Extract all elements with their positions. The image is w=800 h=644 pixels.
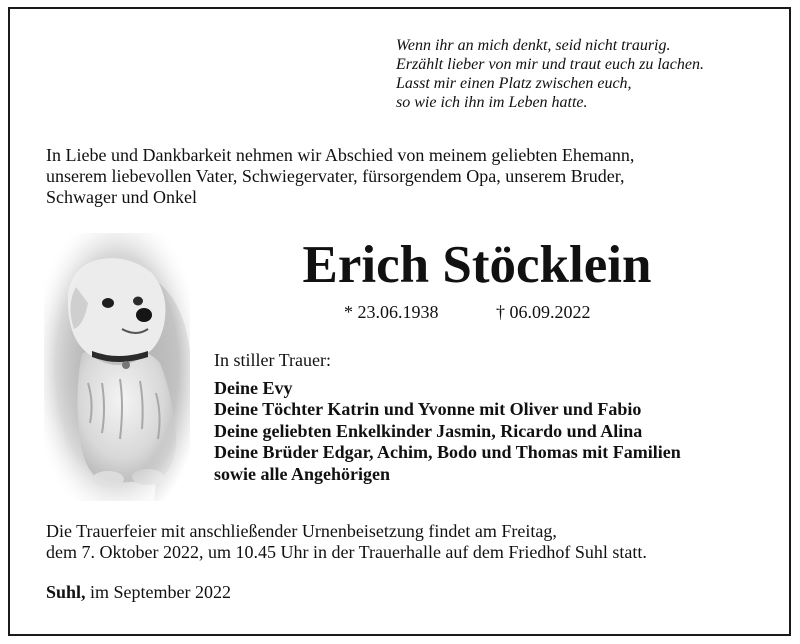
service-line: Die Trauerfeier mit anschließender Urnenbeisetzung findet am Freitag, [46, 521, 557, 541]
poem-line: Wenn ihr an mich denkt, seid nicht traurig. [396, 37, 671, 54]
birth-date: * 23.06.1938 [344, 302, 439, 322]
intro-line: unserem liebevollen Vater, Schwiegervater, fürsorgendem Opa, unserem Bruder, [46, 166, 625, 186]
mourner-line: Deine Brüder Edgar, Achim, Bodo und Thomas mit Familien [214, 442, 681, 463]
poem-line: so wie ich ihn im Leben hatte. [396, 94, 588, 111]
service-info [46, 521, 647, 563]
mourner-line: Deine Töchter Katrin und Yvonne mit Oliver und Fabio [214, 399, 642, 420]
poem [396, 36, 704, 112]
dog-photo-image [44, 233, 190, 501]
poem-line: Erzählt lieber von mir und traut euch zu lachen. [396, 56, 704, 73]
intro-line: Schwager und Onkel [46, 187, 197, 207]
dog-photo [44, 233, 190, 501]
mourners-list [214, 378, 681, 485]
death-date: † 06.09.2022 [496, 302, 591, 322]
intro-text [46, 145, 766, 208]
poem-line: Lasst mir einen Platz zwischen euch, [396, 75, 632, 92]
mourner-line: sowie alle Angehörigen [214, 463, 390, 484]
mourner-line: Deine geliebten Enkelkinder Jasmin, Ricardo und Alina [214, 420, 643, 441]
intro-line: In Liebe und Dankbarkeit nehmen wir Abschied von meinem geliebten Ehemann, [46, 145, 635, 165]
mourner-line: Deine Evy [214, 378, 293, 398]
closing-date: im September 2022 [85, 582, 232, 602]
service-line: dem 7. Oktober 2022, um 10.45 Uhr in der Trauerhalle auf dem Friedhof Suhl statt. [46, 542, 647, 562]
place-date [46, 582, 231, 603]
deceased-name: Erich Stöcklein [302, 236, 652, 294]
mourning-label: In stiller Trauer: [214, 350, 331, 370]
place: Suhl, [46, 582, 86, 602]
